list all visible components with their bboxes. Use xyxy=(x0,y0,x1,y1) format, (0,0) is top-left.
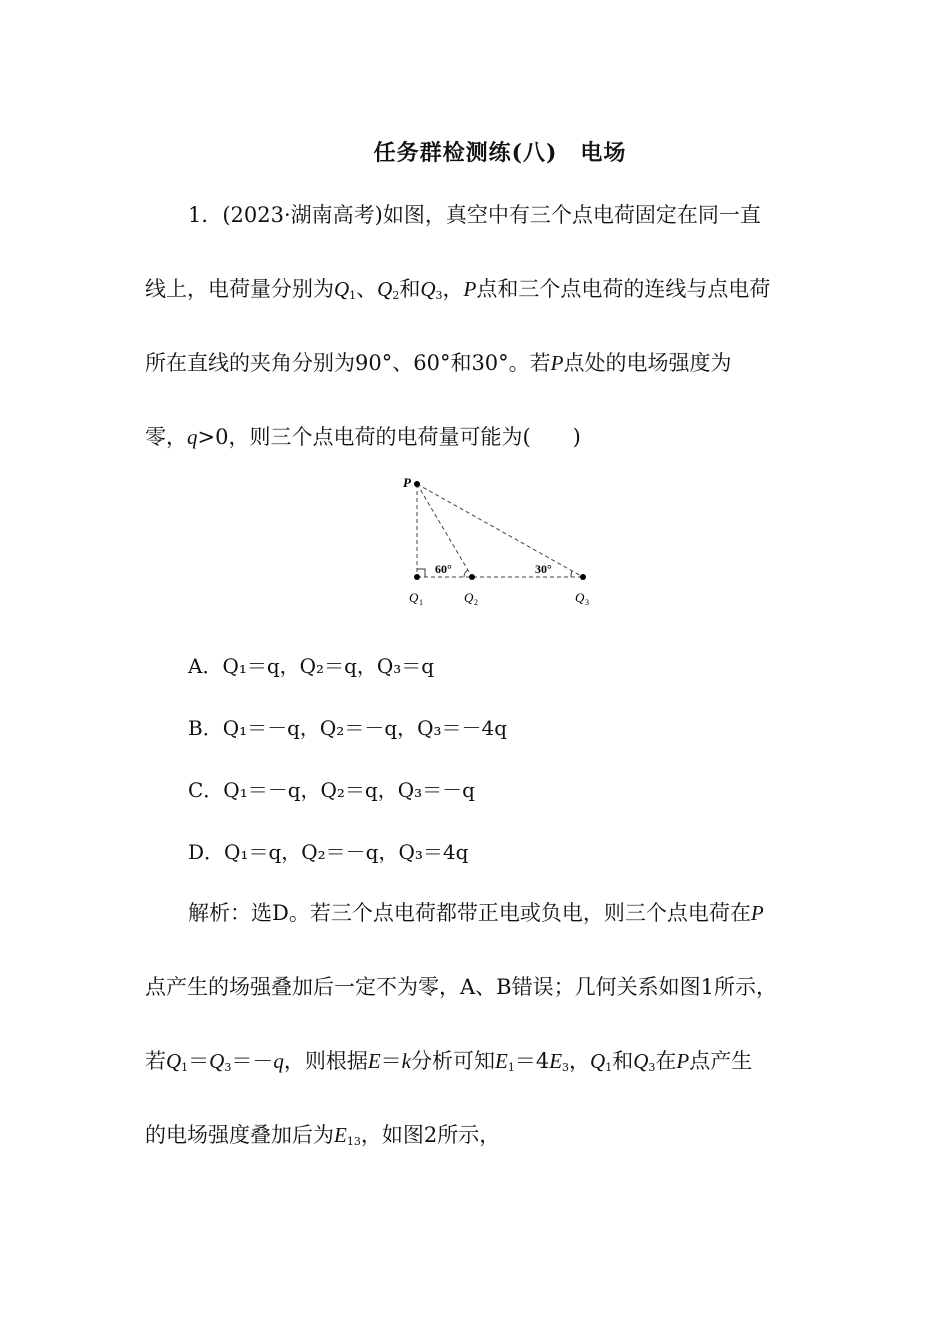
analysis-line-1: 解析：选D。若三个点电荷都带正电或负电，则三个点电荷在P xyxy=(188,901,764,925)
charge-diagram xyxy=(395,472,605,612)
label-q3-sub: 3 xyxy=(585,598,589,607)
label-angle-30: 30° xyxy=(535,562,552,576)
question-line-3: 所在直线的夹角分别为90°、60°和30°。若P点处的电场强度为 xyxy=(145,351,732,375)
point-q1 xyxy=(414,574,420,580)
option-c: C．Q₁＝－q，Q₂＝q，Q₃＝－q xyxy=(188,778,475,802)
option-d: D．Q₁＝q，Q₂＝－q，Q₃＝4q xyxy=(188,840,469,864)
angle-arc-30 xyxy=(571,571,572,577)
label-q2-sub: 2 xyxy=(474,598,478,607)
label-q3: Q xyxy=(575,590,585,605)
point-q2 xyxy=(469,574,475,580)
analysis-line-4: 的电场强度叠加后为$E_{13}$，如图2所示， xyxy=(145,1123,501,1148)
question-line-4: 零，q>0，则三个点电荷的电荷量可能为( ) xyxy=(145,425,581,449)
label-q1-sub: 1 xyxy=(419,598,423,607)
question-line-1: 1．(2023·湖南高考)如图，真空中有三个点电荷固定在同一直 xyxy=(188,203,761,227)
option-a: A．Q₁＝q，Q₂＝q，Q₃＝q xyxy=(188,654,435,678)
point-p xyxy=(414,481,420,487)
analysis-line-2: 点产生的场强叠加后一定不为零，A、B错误；几何关系如图1所示， xyxy=(145,975,777,999)
angle-arc-60 xyxy=(464,570,468,577)
label-p: P xyxy=(403,475,411,490)
label-q1: Q xyxy=(409,590,419,605)
page-title: 任务群检测练(八) 电场 xyxy=(373,140,627,166)
label-angle-60: 60° xyxy=(435,562,452,576)
option-b: B．Q₁＝－q，Q₂＝－q，Q₃＝－4q xyxy=(188,716,508,740)
analysis-line-3: 若$Q_1=Q_3=-q$，则根据E＝k分析可知$E_1=4E_3$，$Q_1$和$Q_3$在P点产生 xyxy=(145,1049,753,1074)
point-q3 xyxy=(580,574,586,580)
label-q2: Q xyxy=(464,590,474,605)
question-line-2: 线上，电荷量分别为$Q_1$、$Q_2$和$Q_3$，P点和三个点电荷的连线与点电荷 xyxy=(145,277,771,302)
